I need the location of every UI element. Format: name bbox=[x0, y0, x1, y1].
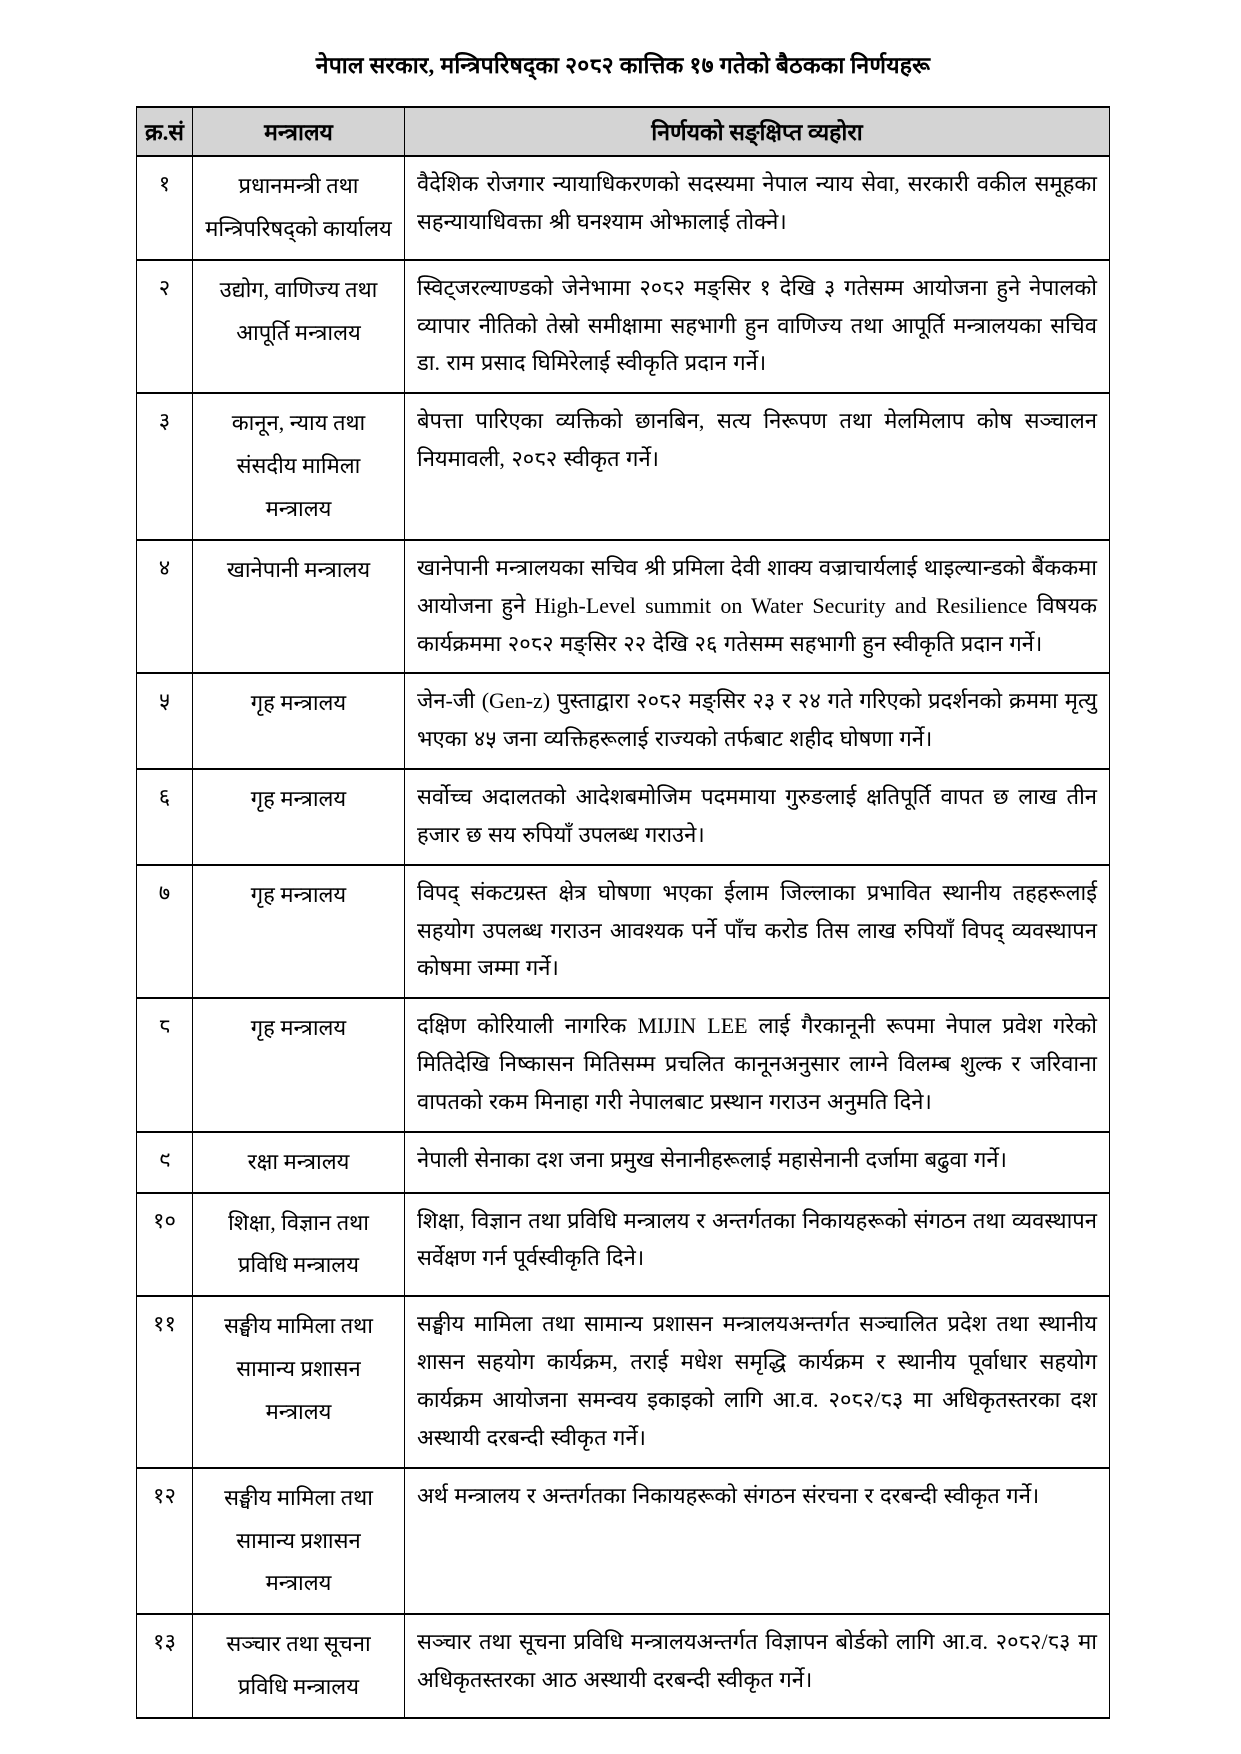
row-ministry: गृह मन्त्रालय bbox=[193, 673, 405, 769]
table-row bbox=[137, 393, 1110, 540]
header-decision-summary: निर्णयको सङ्क्षिप्त व्यहोरा bbox=[405, 107, 1110, 156]
row-serial-number: २ bbox=[137, 260, 193, 393]
row-ministry: गृह मन्त्रालय bbox=[193, 998, 405, 1131]
table-row bbox=[137, 156, 1110, 260]
row-decision: विपद् संकटग्रस्त क्षेत्र घोषणा भएका ईलाम जिल्लाका प्रभावित स्थानीय तहहरूलाई सहयोग उपलब्ध गराउन आवश्यक पर्ने पाँच करोड तिस लाख रुपियाँ विपद् व्यवस्थापन कोषमा जम्मा गर्ने। bbox=[405, 865, 1110, 998]
row-decision: अर्थ मन्त्रालय र अन्तर्गतका निकायहरूको संगठन संरचना र दरबन्दी स्वीकृत गर्ने। bbox=[405, 1468, 1110, 1615]
table-row bbox=[137, 865, 1110, 998]
header-serial-number: क्र.सं bbox=[137, 107, 193, 156]
row-ministry: गृह मन्त्रालय bbox=[193, 769, 405, 865]
table-row bbox=[137, 998, 1110, 1131]
row-serial-number: ११ bbox=[137, 1296, 193, 1467]
row-serial-number: १० bbox=[137, 1193, 193, 1297]
row-decision: सङ्घीय मामिला तथा सामान्य प्रशासन मन्त्रालयअन्तर्गत सञ्चालित प्रदेश तथा स्थानीय शासन सहयोग कार्यक्रम, तराई मधेश समृद्धि कार्यक्रम र स्थानीय पूर्वाधार सहयोग कार्यक्रम आयोजना समन्वय इकाइको लागि आ.व. २०८२/८३ मा अधिकृतस्तरका दश अस्थायी दरबन्दी स्वीकृत गर्ने। bbox=[405, 1296, 1110, 1467]
row-ministry: सङ्घीय मामिला तथा सामान्य प्रशासन मन्त्रालय bbox=[193, 1296, 405, 1467]
header-row bbox=[137, 107, 1110, 156]
header-ministry: मन्त्रालय bbox=[193, 107, 405, 156]
row-serial-number: १३ bbox=[137, 1614, 193, 1718]
row-decision: खानेपानी मन्त्रालयका सचिव श्री प्रमिला देवी शाक्य वज्राचार्यलाई थाइल्यान्डको बैंककमा आयोजना हुने High-Level summit on Water Security and Resilience विषयक कार्यक्रममा २०८२ मङ्सिर २२ देखि २६ गतेसम्म सहभागी हुन स्वीकृति प्रदान गर्ने। bbox=[405, 540, 1110, 673]
row-serial-number: ८ bbox=[137, 998, 193, 1131]
row-decision: शिक्षा, विज्ञान तथा प्रविधि मन्त्रालय र अन्तर्गतका निकायहरूको संगठन तथा व्यवस्थापन सर्वेक्षण गर्न पूर्वस्वीकृति दिने। bbox=[405, 1193, 1110, 1297]
row-ministry: उद्योग, वाणिज्य तथा आपूर्ति मन्त्रालय bbox=[193, 260, 405, 393]
row-decision: स्विट्जरल्याण्डको जेनेभामा २०८२ मङ्सिर १ देखि ३ गतेसम्म आयोजना हुने नेपालको व्यापार नीतिको तेस्रो समीक्षामा सहभागी हुन वाणिज्य तथा आपूर्ति मन्त्रालयका सचिव डा. राम प्रसाद घिमिरेलाई स्वीकृति प्रदान गर्ने। bbox=[405, 260, 1110, 393]
row-serial-number: ६ bbox=[137, 769, 193, 865]
row-ministry: सङ्घीय मामिला तथा सामान्य प्रशासन मन्त्रालय bbox=[193, 1468, 405, 1615]
row-ministry: प्रधानमन्त्री तथा मन्त्रिपरिषद्को कार्यालय bbox=[193, 156, 405, 260]
row-decision: सञ्चार तथा सूचना प्रविधि मन्त्रालयअन्तर्गत विज्ञापन बोर्डको लागि आ.व. २०८२/८३ मा अधिकृतस्तरका आठ अस्थायी दरबन्दी स्वीकृत गर्ने। bbox=[405, 1614, 1110, 1718]
row-ministry: गृह मन्त्रालय bbox=[193, 865, 405, 998]
row-serial-number: ४ bbox=[137, 540, 193, 673]
table-row bbox=[137, 1296, 1110, 1467]
row-serial-number: १ bbox=[137, 156, 193, 260]
row-ministry: रक्षा मन्त्रालय bbox=[193, 1132, 405, 1193]
table-row bbox=[137, 673, 1110, 769]
row-ministry: सञ्चार तथा सूचना प्रविधि मन्त्रालय bbox=[193, 1614, 405, 1718]
row-decision: बेपत्ता पारिएका व्यक्तिको छानबिन, सत्य निरूपण तथा मेलमिलाप कोष सञ्चालन नियमावली, २०८२ स्वीकृत गर्ने। bbox=[405, 393, 1110, 540]
table-row bbox=[137, 1132, 1110, 1193]
row-decision: दक्षिण कोरियाली नागरिक MIJIN LEE लाई गैरकानूनी रूपमा नेपाल प्रवेश गरेको मितिदेखि निष्कासन मितिसम्म प्रचलित कानूनअनुसार लाग्ने विलम्ब शुल्क र जरिवाना वापतको रकम मिनाहा गरी नेपालबाट प्रस्थान गराउन अनुमति दिने। bbox=[405, 998, 1110, 1131]
table-row bbox=[137, 1193, 1110, 1297]
row-serial-number: ५ bbox=[137, 673, 193, 769]
row-ministry: कानून, न्याय तथा संसदीय मामिला मन्त्रालय bbox=[193, 393, 405, 540]
table-row bbox=[137, 540, 1110, 673]
row-ministry: शिक्षा, विज्ञान तथा प्रविधि मन्त्रालय bbox=[193, 1193, 405, 1297]
row-serial-number: १२ bbox=[137, 1468, 193, 1615]
row-serial-number: ३ bbox=[137, 393, 193, 540]
decisions-table-header bbox=[137, 107, 1110, 156]
row-decision: नेपाली सेनाका दश जना प्रमुख सेनानीहरूलाई महासेनानी दर्जामा बढुवा गर्ने। bbox=[405, 1132, 1110, 1193]
table-row bbox=[137, 1468, 1110, 1615]
table-row bbox=[137, 260, 1110, 393]
row-decision: वैदेशिक रोजगार न्यायाधिकरणको सदस्यमा नेपाल न्याय सेवा, सरकारी वकील समूहका सहन्यायाधिवक्ता श्री घनश्याम ओझालाई तोक्ने। bbox=[405, 156, 1110, 260]
table-row bbox=[137, 769, 1110, 865]
row-decision: सर्वोच्च अदालतको आदेशबमोजिम पदममाया गुरुङलाई क्षतिपूर्ति वापत छ लाख तीन हजार छ सय रुपियाँ उपलब्ध गराउने। bbox=[405, 769, 1110, 865]
decisions-table-body bbox=[137, 156, 1110, 1718]
row-ministry: खानेपानी मन्त्रालय bbox=[193, 540, 405, 673]
row-decision: जेन-जी (Gen-z) पुस्ताद्वारा २०८२ मङ्सिर २३ र २४ गते गरिएको प्रदर्शनको क्रममा मृत्यु भएका ४५ जना व्यक्तिहरूलाई राज्यको तर्फबाट शहीद घोषणा गर्ने। bbox=[405, 673, 1110, 769]
row-serial-number: ९ bbox=[137, 1132, 193, 1193]
decisions-table bbox=[136, 106, 1110, 1719]
table-row bbox=[137, 1614, 1110, 1718]
row-serial-number: ७ bbox=[137, 865, 193, 998]
page-title: नेपाल सरकार, मन्त्रिपरिषद्का २०८२ कात्तिक १७ गतेको बैठकका निर्णयहरू bbox=[315, 53, 931, 78]
